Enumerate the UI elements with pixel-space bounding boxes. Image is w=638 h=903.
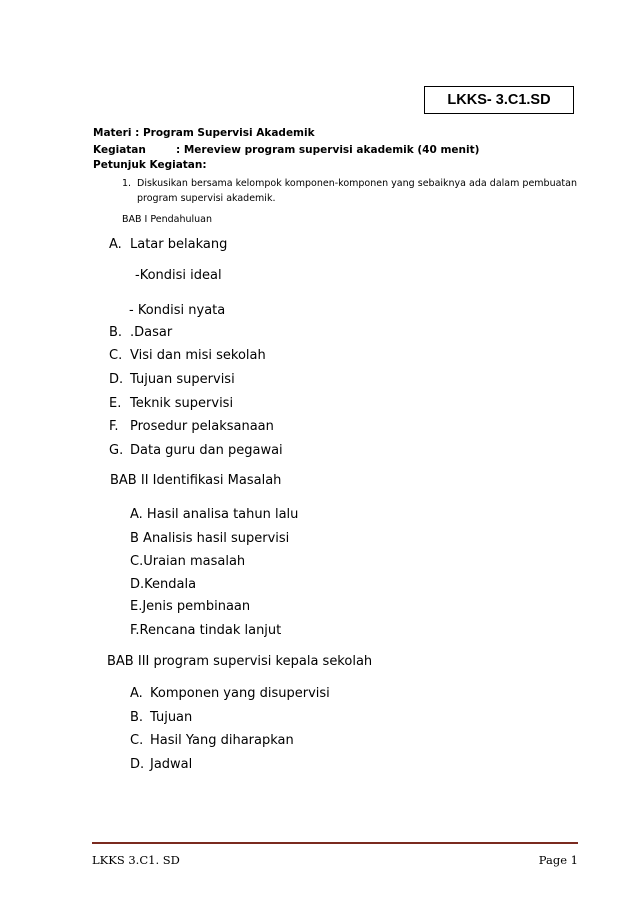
bab3-letter-c: C. xyxy=(130,733,144,748)
bab1-item-tujuan-supervisi: Tujuan supervisi xyxy=(130,372,235,387)
bab1-letter-g: G. xyxy=(109,443,124,458)
bab1-letter-a: A. xyxy=(109,237,122,252)
footer-doc-code: LKKS 3.C1. SD xyxy=(92,853,180,867)
bab1-letter-d: D. xyxy=(109,372,124,387)
bab2-item-rencana-tindak: F.Rencana tindak lanjut xyxy=(130,623,282,638)
bab3-item-tujuan: Tujuan xyxy=(150,710,193,725)
kegiatan-label: Kegiatan xyxy=(93,144,146,156)
bab1-item-latar-belakang: Latar belakang xyxy=(130,237,228,252)
bab1-letter-b: B. xyxy=(109,325,123,340)
petunjuk-line: Petunjuk Kegiatan: xyxy=(93,159,207,171)
bab3-letter-d: D. xyxy=(130,757,145,772)
bab2-item-analisis-hasil: B Analisis hasil supervisi xyxy=(130,531,290,546)
bab2-item-kendala: D.Kendala xyxy=(130,577,197,592)
footer-divider xyxy=(92,842,578,844)
bab1-item-kondisi-ideal: -Kondisi ideal xyxy=(135,268,222,283)
instruction-number: 1. xyxy=(122,178,132,189)
bab2-item-uraian-masalah: C.Uraian masalah xyxy=(130,554,246,569)
bab3-title: BAB III program supervisi kepala sekolah xyxy=(107,654,373,669)
document-code-box xyxy=(424,86,574,114)
bab1-item-prosedur: Prosedur pelaksanaan xyxy=(130,419,274,434)
page-number: Page 1 xyxy=(538,853,578,867)
bab3-item-komponen: Komponen yang disupervisi xyxy=(150,686,330,701)
kegiatan-value: : Mereview program supervisi akademik (40 menit) xyxy=(176,144,480,156)
materi-line: Materi : Program Supervisi Akademik xyxy=(93,127,315,139)
bab1-item-dasar: .Dasar xyxy=(130,325,173,340)
bab2-title: BAB II Identifikasi Masalah xyxy=(110,473,282,488)
bab3-item-hasil: Hasil Yang diharapkan xyxy=(150,733,294,748)
bab1-item-visi-misi: Visi dan misi sekolah xyxy=(130,348,266,363)
bab3-letter-a: A. xyxy=(130,686,143,701)
bab3-letter-b: B. xyxy=(130,710,144,725)
bab1-item-kondisi-nyata: - Kondisi nyata xyxy=(129,303,226,318)
bab1-title: BAB I Pendahuluan xyxy=(122,214,213,225)
bab1-item-data-guru: Data guru dan pegawai xyxy=(130,443,283,458)
bab2-item-hasil-analisa: A. Hasil analisa tahun lalu xyxy=(130,507,299,522)
instruction-line-2: program supervisi akademik. xyxy=(137,193,276,204)
bab3-item-jadwal: Jadwal xyxy=(150,757,193,772)
bab1-letter-f: F. xyxy=(109,419,119,434)
bab1-letter-c: C. xyxy=(109,348,123,363)
document-code: LKKS- 3.C1.SD xyxy=(447,92,551,108)
bab2-item-jenis-pembinaan: E.Jenis pembinaan xyxy=(130,599,251,614)
bab1-letter-e: E. xyxy=(109,396,122,411)
bab1-item-teknik-supervisi: Teknik supervisi xyxy=(130,396,234,411)
instruction-line-1: Diskusikan bersama kelompok komponen-komponen yang sebaiknya ada dalam pembuatan xyxy=(137,178,577,189)
